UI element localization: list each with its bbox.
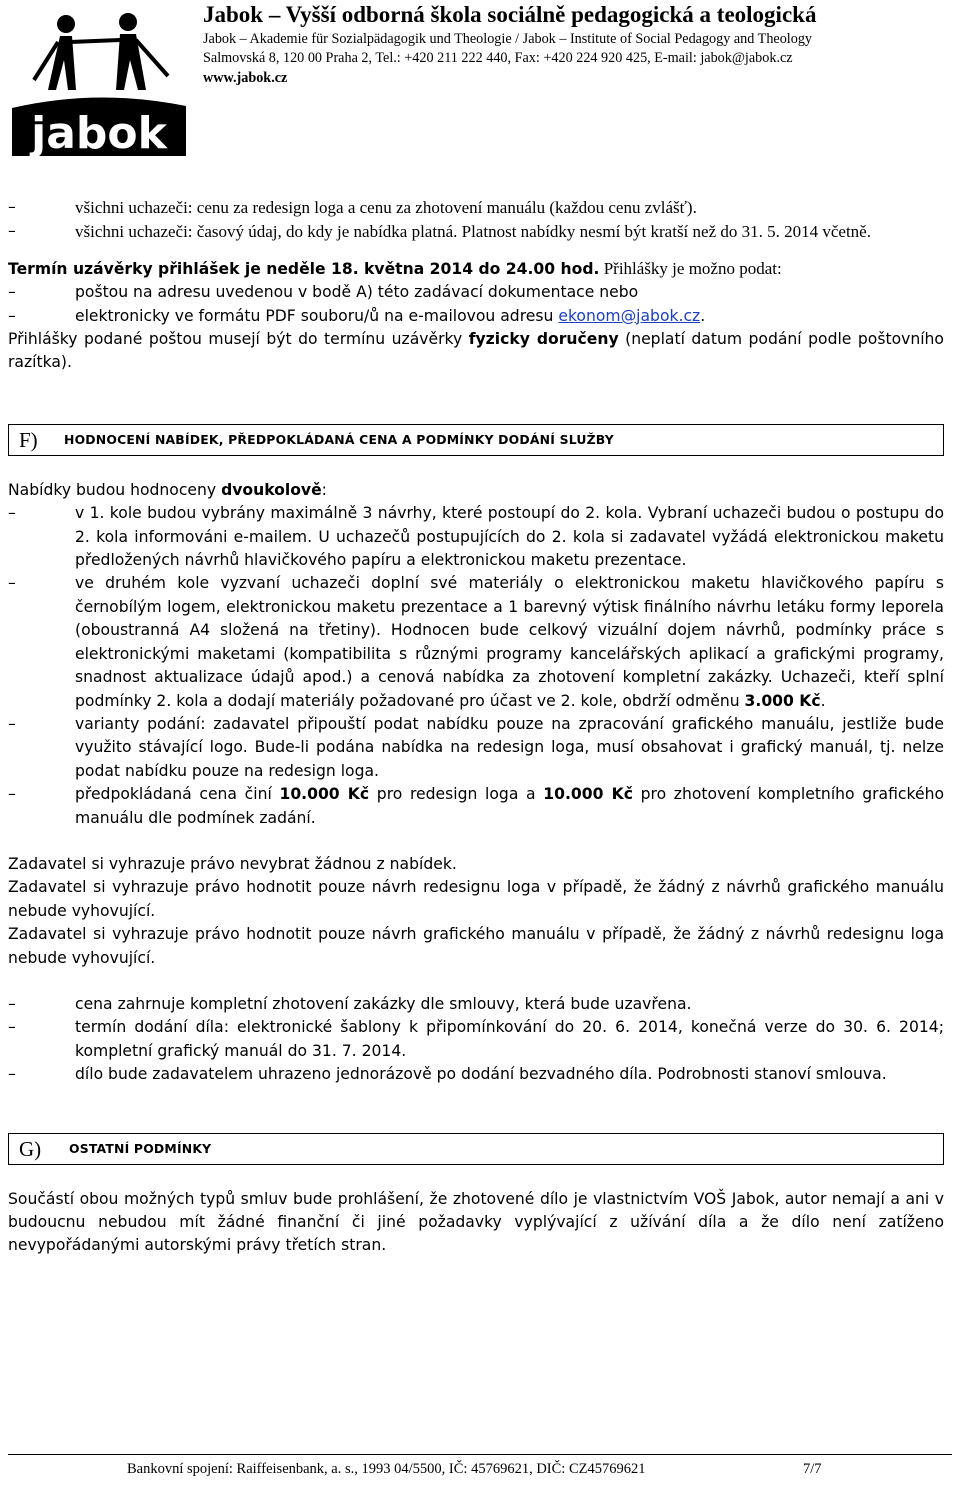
- section-letter: F): [19, 427, 38, 452]
- page-number: 7/7: [803, 1461, 822, 1477]
- list-item: – elektronicky ve formátu PDF souboru/ů na e-mailovou adresu ekonom@jabok.cz.: [8, 305, 944, 328]
- evaluation-intro: Nabídky budou hodnoceny dvoukolově:: [8, 480, 327, 499]
- reservations: [8, 853, 944, 970]
- reservation-line: Zadavatel si vyhrazuje právo hodnotit pouze návrh grafického manuálu v případě, že žádný z návrhů redesignu loga nebude vyhovující.: [8, 925, 944, 967]
- reservation-line: Zadavatel si vyhrazuje právo hodnotit pouze návrh redesignu loga v případě, že žádný z návrhů grafického manuálu nebude vyhovující.: [8, 878, 944, 920]
- submission-options: [8, 281, 944, 328]
- postal-note: Přihlášky podané poštou musejí být do termínu uzávěrky fyzicky doručeny (neplatí datum podání podle poštovního razítka).: [8, 330, 944, 372]
- list-item: – v 1. kole budou vybrány maximálně 3 návrhy, které postoupí do 2. kola. Vybraní uchazeči budou o postupu do 2. kola informováni e-mailem. U uchazečů postupujících do 2. kola si zadavatel vyžádá elektronickou maketu předložených návrhů hlavičkového papíru a elektronickou maketu prezentace.: [8, 502, 944, 572]
- section-title: HODNOCENÍ NABÍDEK, PŘEDPOKLÁDANÁ CENA A PODMÍNKY DODÁNÍ SLUŽBY: [64, 431, 614, 447]
- bank-details: Bankovní spojení: Raiffeisenbank, a. s., 1993 04/5500, IČ: 45769621, DIČ: CZ45769621: [127, 1461, 646, 1477]
- page-footer: [0, 1454, 960, 1485]
- letterhead: [8, 0, 960, 160]
- list-item: – termín dodání díla: elektronické šablony k připomínkování do 20. 6. 2014, konečná verze do 30. 6. 2014; kompletní grafický manuál do 31. 7. 2014.: [8, 1016, 944, 1063]
- footer-divider: [8, 1454, 952, 1455]
- intro-list: [8, 196, 944, 245]
- list-item: – všichni uchazeči: cenu za redesign loga a cenu za zhotovení manuálu (každou cenu zvlášť).: [8, 196, 944, 220]
- jabok-logo: [8, 10, 191, 158]
- deadline-rest: Přihlášky je možno podat:: [599, 258, 782, 278]
- deadline-paragraph: [8, 257, 944, 281]
- list-item: – poštou na adresu uvedenou v bodě A) této zadávací dokumentace nebo: [8, 281, 944, 304]
- section-f-heading: [8, 424, 944, 456]
- reservation-line: Zadavatel si vyhrazuje právo nevybrat žádnou z nabídek.: [8, 854, 457, 873]
- email-link[interactable]: ekonom@jabok.cz: [558, 306, 701, 325]
- document-body: [8, 196, 944, 1258]
- section-title: OSTATNÍ PODMÍNKY: [69, 1140, 212, 1156]
- section-g-heading: [8, 1133, 944, 1165]
- logo-wordmark: jabok: [31, 108, 167, 158]
- list-item: – varianty podání: zadavatel připouští podat nabídku pouze na zpracování grafického manuálu, jestliže bude využito stávající logo. Bude-li podána nabídka na redesign loga, musí obsahovat i grafický manuál, tj. nelze podat nabídku pouze na redesign loga.: [8, 713, 944, 783]
- school-name: Jabok – Vyšší odborná škola sociálně pedagogická a teologická: [203, 2, 817, 27]
- deadline-bold: Termín uzávěrky přihlášek je neděle 18. května 2014 do 24.00 hod.: [8, 259, 600, 278]
- list-item: – cena zahrnuje kompletní zhotovení zakázky dle smlouvy, která bude uzavřena.: [8, 993, 944, 1016]
- section-letter: G): [19, 1136, 42, 1161]
- terms-list: [8, 993, 944, 1087]
- evaluation-list: [8, 502, 944, 830]
- list-item: – všichni uchazeči: časový údaj, do kdy je nabídka platná. Platnost nabídky nesmí být kratší než do 31. 5. 2014 včetně.: [8, 220, 944, 244]
- list-item: – dílo bude zadavatelem uhrazeno jednorázově po dodání bezvadného díla. Podrobnosti stanoví smlouva.: [8, 1063, 944, 1086]
- list-item: – předpokládaná cena činí 10.000 Kč pro redesign loga a 10.000 Kč pro zhotovení kompletního grafického manuálu dle podmínek zadání.: [8, 783, 944, 830]
- other-conditions-text: Součástí obou možných typů smluv bude prohlášení, že zhotovené dílo je vlastnictvím VOŠ Jabok, autor nemají a ani v budoucnu nebudou mít žádné finanční či jiné požadavky vyplývající z užívání díla a že dílo není zatíženo nevypořádanými autorskými právy třetích stran.: [8, 1189, 944, 1255]
- list-item: – ve druhém kole vyzvaní uchazeči doplní své materiály o elektronickou maketu hlavičkového papíru s černobílým logem, elektronickou maketu prezentace a 1 barevný výtisk finálního návrhu letáku formy leporela (oboustranná A4 složená na třetiny). Hodnocen bude celkový vizuální dojem návrhů, podmínky práce s elektronickými maketami (kompatibilita s různými programy kancelářských aplikací a grafickými programy, snadnost aktualizace údajů apod.) a cenová nabídka za zhotovení kompletní zakázky. Uchazeči, kteří splní podmínky 2. kola a dodají materiály požadované pro účast ve 2. kole, obdrží odměnu 3.000 Kč.: [8, 572, 944, 712]
- website-link[interactable]: www.jabok.cz: [203, 70, 288, 86]
- contact-address: Salmovská 8, 120 00 Praha 2, Tel.: +420 211 222 440, Fax: +420 224 920 425, E-mail: jabok@jabok.cz: [203, 50, 793, 66]
- school-name-translations: Jabok – Akademie für Sozialpädagogik und Theologie / Jabok – Institute of Social Pedagogy and Theology: [203, 31, 813, 47]
